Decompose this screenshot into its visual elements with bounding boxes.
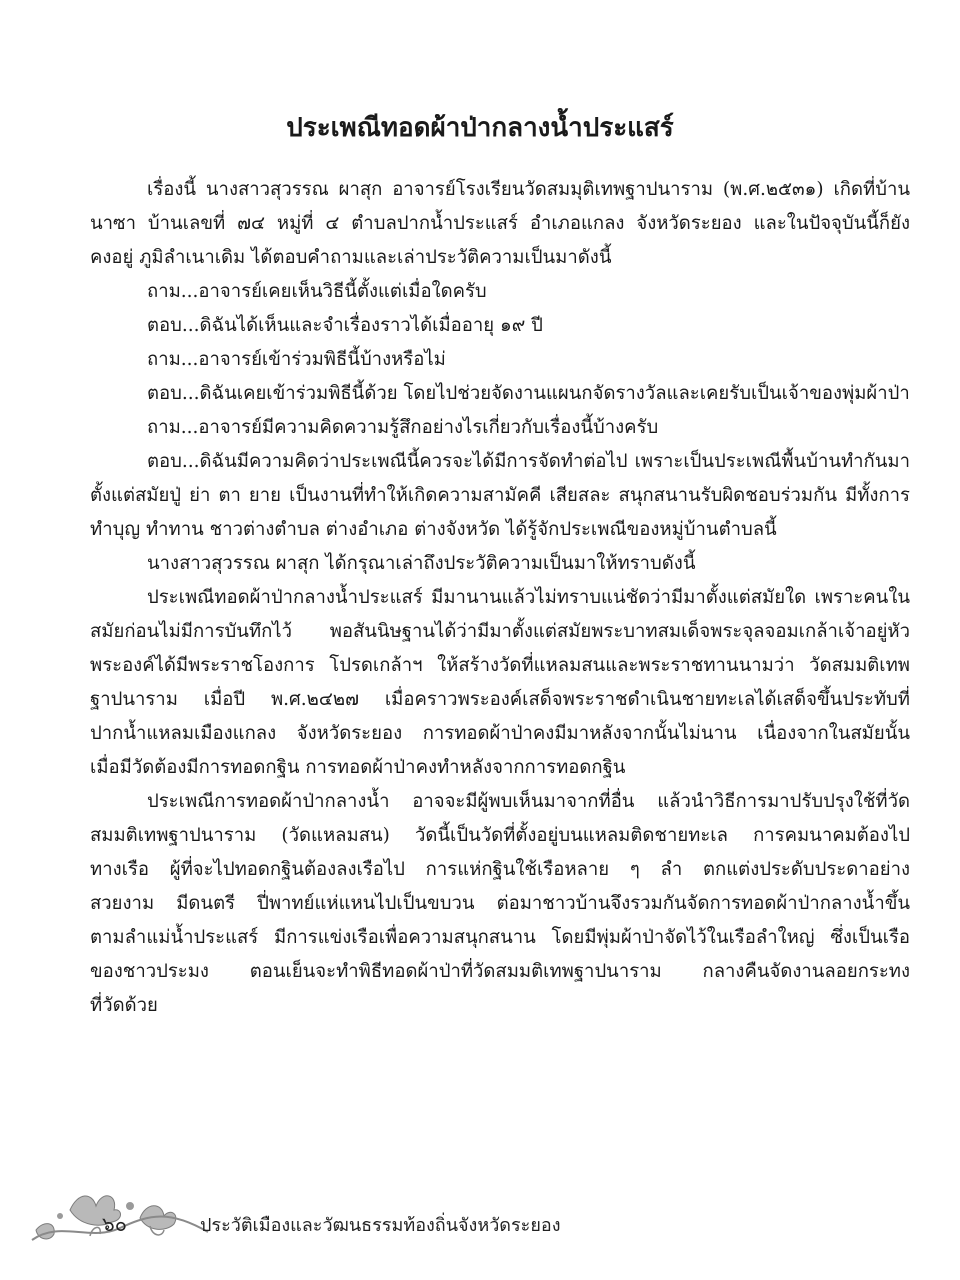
text-line: สมมติเทพฐาปนาราม (วัดแหลมสน) วัดนี้เป็นวัดที่ตั้งอยู่บนแหลมติดชายทะเล การคมนาคมต้องไป	[90, 825, 910, 846]
page-title: ประเพณีทอดผ้าป่ากลางน้ำประแสร์	[286, 113, 674, 143]
text-line: ตั้งแต่สมัยปู่ ย่า ตา ยาย เป็นงานที่ทำให้เกิดความสามัคคี เสียสละ สนุกสนานรับผิดชอบร่วมกัน มีทั้งการ	[90, 485, 910, 506]
text-line: ตอบ...ดิฉันเคยเข้าร่วมพิธีนี้ด้วย โดยไปช่วยจัดงานแผนกจัดรางวัลและเคยรับเป็นเจ้าของพุ่มผ้าป่า	[147, 383, 910, 404]
text-line: ถาม...อาจารย์เข้าร่วมพิธีนี้บ้างหรือไม่	[147, 349, 446, 370]
text-line: ฐาปนาราม เมื่อปี พ.ศ.๒๔๒๗ เมื่อคราวพระองค์เสด็จพระราชดำเนินชายทะเลได้เสด็จขึ้นประทับที่	[90, 689, 910, 710]
page-number: ๖๐	[102, 1212, 127, 1236]
text-line: พระองค์ได้มีพระราชโองการ โปรดเกล้าฯ ให้สร้างวัดที่แหลมสนและพระราชทานนามว่า วัดสมมติเทพ	[90, 655, 910, 676]
text-line: คงอยู่ ภูมิลำเนาเดิม ได้ตอบคำถามและเล่าประวัติความเป็นมาดังนี้	[90, 247, 612, 268]
text-line: ทางเรือ ผู้ที่จะไปทอดกฐินต้องลงเรือไป การแห่กฐินใช้เรือหลาย ๆ ลำ ตกแต่งประดับประดาอย่าง	[90, 859, 910, 880]
text-line: ถาม...อาจารย์มีความคิดความรู้สึกอย่างไรเกี่ยวกับเรื่องนี้บ้างครับ	[147, 417, 659, 438]
text-line: ตอบ...ดิฉันได้เห็นและจำเรื่องราวได้เมื่ออายุ ๑๙ ปี	[147, 315, 543, 336]
text-line: ทำบุญ ทำทาน ชาวต่างตำบล ต่างอำเภอ ต่างจังหวัด ได้รู้จักประเพณีของหมู่บ้านตำบลนี้	[90, 519, 777, 540]
text-line: ของชาวประมง ตอนเย็นจะทำพิธีทอดผ้าป่าที่วัดสมมติเทพฐาปนาราม กลางคืนจัดงานลอยกระทง	[90, 961, 910, 982]
text-line: สวยงาม มีดนตรี ปี่พาทย์แห่แหนไปเป็นขบวน ต่อมาชาวบ้านจึงรวมกันจัดการทอดผ้าป่ากลางน้ำขึ้น	[90, 893, 910, 914]
text-line: สมัยก่อนไม่มีการบันทึกไว้ พอสันนิษฐานได้ว่ามีมาตั้งแต่สมัยพระบาทสมเด็จพระจุลจอมเกล้าเจ้าอยู่หัว	[90, 621, 910, 642]
text-line: ตอบ...ดิฉันมีความคิดว่าประเพณีนี้ควรจะได้มีการจัดทำต่อไป เพราะเป็นประเพณีพื้นบ้านทำกันมา	[147, 451, 910, 472]
book-title: ประวัติเมืองและวัฒนธรรมท้องถิ่นจังหวัดระยอง	[200, 1215, 561, 1236]
text-line: ถาม...อาจารย์เคยเห็นวิธีนี้ตั้งแต่เมื่อใดครับ	[147, 281, 487, 302]
text-line: เรื่องนี้ นางสาวสุวรรณ ผาสุก อาจารย์โรงเรียนวัดสมมุติเทพฐาปนาราม (พ.ศ.๒๕๓๑) เกิดที่บ้าน	[147, 179, 910, 200]
text-line: ประเพณีทอดผ้าป่ากลางน้ำประแสร์ มีมานานแล้วไม่ทราบแน่ชัดว่ามีมาตั้งแต่สมัยใด เพราะคนใน	[147, 587, 910, 608]
text-line: เมื่อมีวัดต้องมีการทอดกฐิน การทอดผ้าป่าคงทำหลังจากการทอดกฐิน	[90, 757, 626, 778]
page-footer	[30, 1180, 930, 1250]
text-line: ตามลำแม่น้ำประแสร์ มีการแข่งเรือเพื่อความสนุกสนาน โดยมีพุ่มผ้าป่าจัดไว้ในเรือลำใหญ่ ซึ่งเป็นเรือ	[90, 927, 910, 948]
text-line: นาซา บ้านเลขที่ ๗๔ หมู่ที่ ๔ ตำบลปากน้ำประแสร์ อำเภอแกลง จังหวัดระยอง และในปัจจุบันนี้ก็ยัง	[90, 213, 910, 234]
text-line: นางสาวสุวรรณ ผาสุก ได้กรุณาเล่าถึงประวัติความเป็นมาให้ทราบดังนี้	[147, 553, 696, 574]
body-text	[90, 173, 910, 1023]
text-line: ที่วัดด้วย	[90, 995, 158, 1016]
text-line: ปากน้ำแหลมเมืองแกลง จังหวัดระยอง การทอดผ้าป่าคงมีมาหลังจากนั้นไม่นาน เนื่องจากในสมัยนั้น	[90, 723, 910, 744]
text-line: ประเพณีการทอดผ้าป่ากลางน้ำ อาจจะมีผู้พบเห็นมาจากที่อื่น แล้วนำวิธีการมาปรับปรุงใช้ที่วัด	[147, 791, 910, 812]
